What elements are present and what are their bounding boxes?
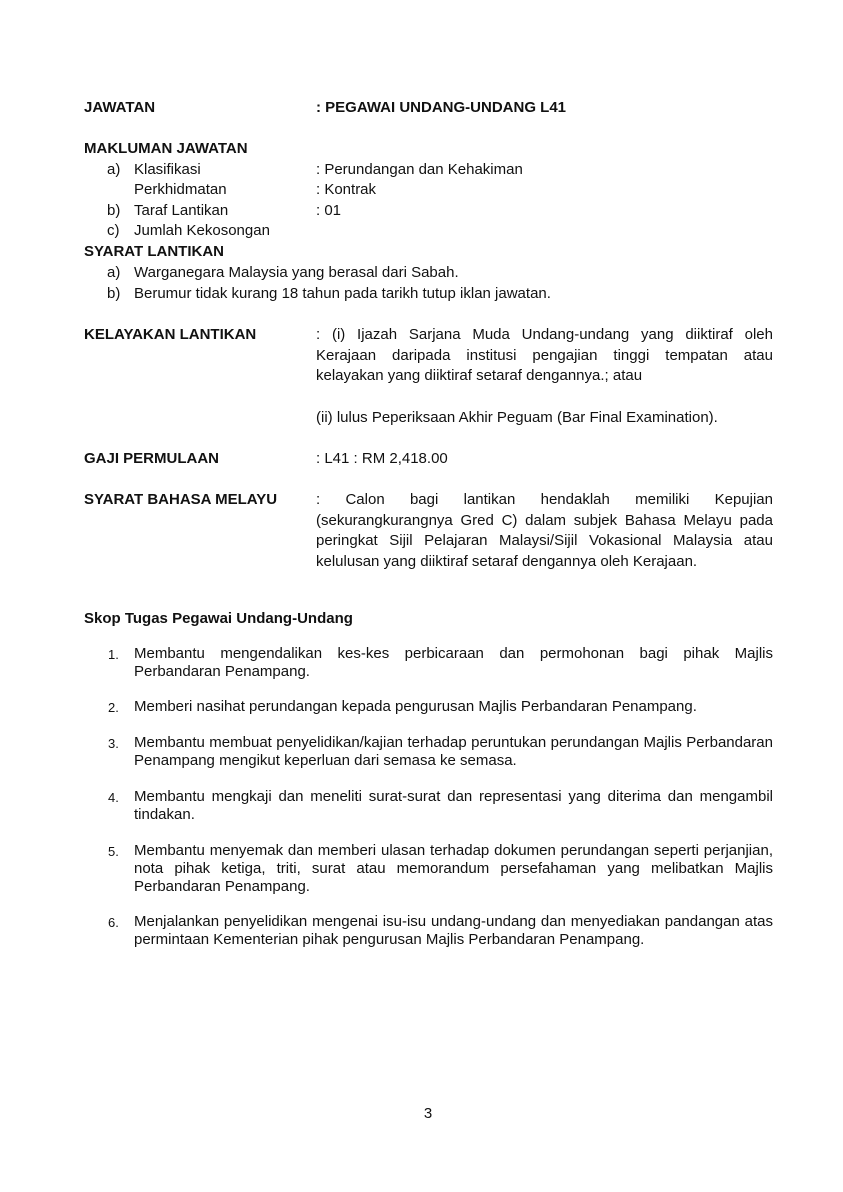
task-text: Membantu membuat penyelidikan/kajian terhadap peruntukan perundangan Majlis Perbandaran Penampang mengikut keperluan dari semasa ke semasa. — [134, 734, 773, 769]
gaji-permulaan-label: GAJI PERMULAAN — [84, 450, 220, 467]
syarat-bahasa-melayu-label: SYARAT BAHASA MELAYU — [84, 491, 278, 508]
list-marker: b) — [107, 285, 121, 302]
syarat-item: Warganegara Malaysia yang berasal dari Sabah. — [134, 264, 459, 281]
jumlah-kekosongan-label: Jumlah Kekosongan — [134, 222, 270, 239]
list-marker: a) — [107, 264, 121, 281]
perkhidmatan-value: : Kontrak — [316, 181, 377, 198]
syarat-lantikan-heading: SYARAT LANTIKAN — [84, 243, 225, 260]
task-text: Membantu mengkaji dan meneliti surat-surat dan representasi yang diterima dan mengambil tindakan. — [134, 788, 773, 823]
task-number: 1. — [108, 647, 119, 662]
list-marker: c) — [107, 222, 120, 239]
list-marker: b) — [107, 202, 121, 219]
list-marker: a) — [107, 161, 121, 178]
task-text: Memberi nasihat perundangan kepada pengurusan Majlis Perbandaran Penampang. — [134, 698, 697, 715]
task-text: Menjalankan penyelidikan mengenai isu-isu undang-undang dan menyediakan pandangan atas permintaan Kementerian pihak pengurusan Majlis Perbandaran Penampang. — [134, 913, 773, 948]
taraf-lantikan-label: Taraf Lantikan — [134, 202, 229, 219]
kelayakan-lantikan-label: KELAYAKAN LANTIKAN — [84, 326, 257, 343]
makluman-jawatan-heading: MAKLUMAN JAWATAN — [84, 140, 248, 157]
kelayakan-text-ii: (ii) lulus Peperiksaan Akhir Peguam (Bar Final Examination). — [316, 409, 718, 426]
syarat-item: Berumur tidak kurang 18 tahun pada tarikh tutup iklan jawatan. — [134, 285, 551, 302]
task-number: 6. — [108, 915, 119, 930]
kelayakan-text-i: : (i) Ijazah Sarjana Muda Undang-undang yang diiktiraf oleh Kerajaan daripada institusi pengajian tinggi tempatan atau kelayakan yang diiktiraf setaraf dengannya.; atau — [316, 326, 773, 384]
perkhidmatan-label: Perkhidmatan — [134, 181, 227, 198]
klasifikasi-label: Klasifikasi — [134, 161, 201, 178]
page-number: 3 — [423, 1105, 433, 1122]
task-number: 2. — [108, 700, 119, 715]
jawatan-value: : PEGAWAI UNDANG-UNDANG L41 — [316, 99, 567, 116]
syarat-bahasa-melayu-text: : Calon bagi lantikan hendaklah memiliki Kepujian (sekurangkurangnya Gred C) dalam subjek Bahasa Melayu pada peringkat Sijil Pelajaran Malaysi/Sijil Vokasional Malaysia atau kelulusan yang diiktiraf setaraf dengannya oleh Kerajaan. — [316, 491, 773, 570]
task-number: 5. — [108, 844, 119, 859]
task-text: Membantu mengendalikan kes-kes perbicaraan dan permohonan bagi pihak Majlis Perbandaran Penampang. — [134, 645, 773, 680]
gaji-permulaan-value: : L41 : RM 2,418.00 — [316, 450, 448, 467]
task-number: 4. — [108, 790, 119, 805]
klasifikasi-value: : Perundangan dan Kehakiman — [316, 161, 523, 178]
task-text: Membantu menyemak dan memberi ulasan terhadap dokumen perundangan seperti perjanjian, nota pihak ketiga, triti, surat atau memorandum persefahaman yang melibatkan Majlis Perbandaran Penampang. — [134, 842, 773, 895]
skop-tugas-heading: Skop Tugas Pegawai Undang-Undang — [84, 610, 353, 627]
jawatan-label: JAWATAN — [84, 99, 156, 116]
taraf-lantikan-value: : 01 — [316, 202, 342, 219]
task-number: 3. — [108, 736, 119, 751]
